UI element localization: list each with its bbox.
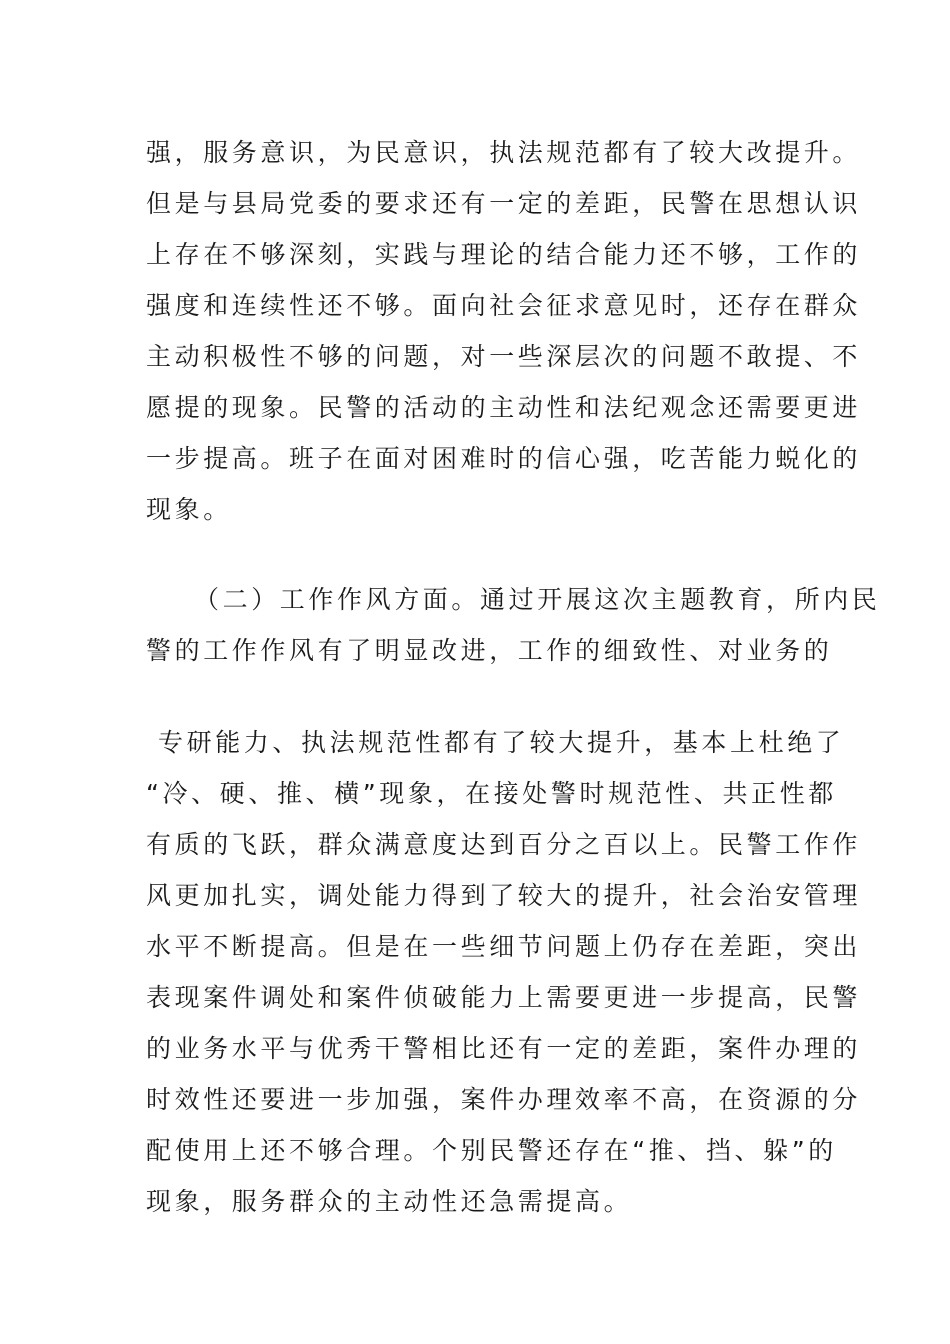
text-line: 强度和连续性还不够。面向社会征求意见时，还存在群众	[146, 291, 862, 320]
text-line: 愿提的现象。民警的活动的主动性和法纪观念还需要更进	[146, 393, 862, 422]
text-line: 但是与县局党委的要求还有一定的差距，民警在思想认识	[146, 189, 862, 218]
text-line: （二）工作作风方面。通过开展这次主题教育，所内民	[194, 585, 881, 614]
text-line: 水平不断提高。但是在一些细节问题上仍存在差距，突出	[146, 932, 862, 961]
text-line: 时效性还要进一步加强，案件办理效率不高，在资源的分	[146, 1085, 862, 1114]
text-line: 专研能力、执法规范性都有了较大提升，基本上杜绝了	[158, 728, 845, 757]
text-line: 表现案件调处和案件侦破能力上需要更进一步提高，民警	[146, 983, 862, 1012]
text-line: 一步提高。班子在面对困难时的信心强，吃苦能力蜕化的	[146, 444, 862, 473]
paragraph-2	[146, 574, 881, 676]
text-line: 有质的飞跃，群众满意度达到百分之百以上。民警工作作	[146, 830, 862, 859]
paragraph-3	[146, 717, 862, 1227]
text-line: 现象。	[146, 495, 232, 524]
text-line: 警的工作作风有了明显改进，工作的细致性、对业务的	[146, 636, 833, 665]
text-line: 的业务水平与优秀干警相比还有一定的差距，案件办理的	[146, 1034, 862, 1063]
text-line: “冷、硬、推、横”现象，在接处警时规范性、共正性都	[146, 779, 837, 808]
text-line: 配使用上还不够合理。个别民警还存在“推、挡、躲”的	[146, 1136, 837, 1165]
text-line: 风更加扎实，调处能力得到了较大的提升，社会治安管理	[146, 881, 862, 910]
text-line: 现象，服务群众的主动性还急需提高。	[146, 1187, 633, 1216]
text-line: 上存在不够深刻，实践与理论的结合能力还不够，工作的	[146, 240, 862, 269]
text-line: 强，服务意识，为民意识，执法规范都有了较大改提升。	[146, 138, 862, 167]
text-line: 主动积极性不够的问题，对一些深层次的问题不敢提、不	[146, 342, 862, 371]
paragraph-1	[146, 127, 862, 535]
